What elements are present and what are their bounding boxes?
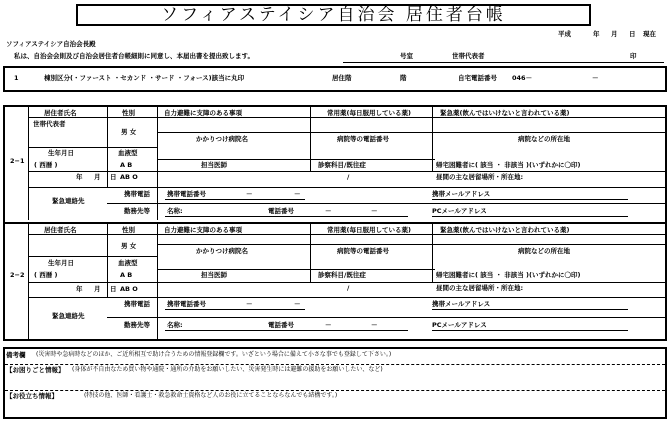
- remarks-text: (災害時や急病時などのほか、ご近所相互で助け合うための情報登録欄です。いざという場合に備えて小さな事でも登録して下さい。): [36, 351, 392, 358]
- regular-med-label: 常用薬(毎日服用している薬): [327, 109, 411, 117]
- hospital-phone-label: 病院等の電話番号: [337, 247, 389, 255]
- help-text: (身体が不自由なため買い物や通院・通所の介助をお願いしたい、災害発生時には避難の援助をお願いしたい、など): [72, 366, 383, 373]
- day-label: 日: [110, 285, 117, 293]
- year-label: 年: [76, 173, 83, 181]
- emergency-med-label: 緊急薬(飲んではいけないと言われている薬): [440, 226, 570, 234]
- addressee: ソフィアステイシア自治会長殿: [6, 40, 96, 48]
- work-label: 勤務先等: [124, 207, 150, 215]
- mobile-dash-2: －: [294, 300, 301, 308]
- pc-mail-label: PCメールアドレス: [432, 207, 487, 215]
- section-number: 2−1: [10, 157, 25, 165]
- gender-label: 性別: [122, 226, 135, 234]
- blood-abo: AB O: [120, 285, 138, 293]
- daytime-label: 昼間の主な居留場所・所在地:: [436, 173, 524, 181]
- date-day: 日: [629, 30, 636, 38]
- gender-values: 男 女: [121, 128, 137, 136]
- month-label: 月: [94, 173, 101, 181]
- mobile-mail-label: 携帯メールアドレス: [432, 300, 491, 308]
- work-phone-label: 電話番号: [268, 321, 294, 329]
- building-no: 1: [14, 74, 19, 82]
- room-label: 号室: [400, 52, 413, 60]
- blood-ab: A B: [120, 271, 133, 279]
- evac-label: 自力避難に支障のある事項: [164, 109, 242, 117]
- regular-med-label: 常用薬(毎日服用している薬): [327, 226, 411, 234]
- work-phone-label: 電話番号: [268, 207, 294, 215]
- return-label: 帰宅困難者に( 該当 ・ 非該当 )(いずれかに〇印): [436, 271, 581, 279]
- hospital-address-label: 病院などの所在地: [518, 247, 570, 255]
- seal-label: 印: [630, 52, 637, 60]
- era-label: ( 西暦 ): [34, 271, 58, 279]
- emergency-med-label: 緊急薬(飲んではいけないと言われている薬): [440, 109, 570, 117]
- date-month: 月: [611, 30, 618, 38]
- home-phone-dash: －: [592, 74, 599, 82]
- declaration: 私は、自治会会則及び自治会居住者台帳細則に同意し、本届出書を提出致します。: [14, 52, 254, 60]
- dept-slash: /: [347, 284, 350, 292]
- mobile-number-label: 携帯電話番号: [167, 190, 206, 198]
- work-dash-2: －: [371, 321, 378, 329]
- emergency-contact-label: 緊急連絡先: [52, 312, 85, 320]
- work-dash-1: －: [325, 207, 332, 215]
- date-year: 年: [593, 30, 600, 38]
- work-dash-2: －: [371, 207, 378, 215]
- section-number: 2−2: [10, 271, 25, 279]
- family-hospital-label: かかりつけ病院名: [196, 135, 248, 143]
- return-label: 帰宅困難者に( 該当 ・ 非該当 )(いずれかに〇印): [436, 161, 581, 169]
- home-phone-label: 自宅電話番号: [458, 74, 497, 82]
- floor-label: 居住階: [332, 74, 352, 82]
- dept-label: 診察科目/既往症: [318, 161, 366, 169]
- emergency-contact-label: 緊急連絡先: [52, 197, 85, 205]
- day-label: 日: [110, 173, 117, 181]
- useful-label: 【お役立ち情報】: [6, 392, 58, 400]
- blood-ab: A B: [120, 161, 133, 169]
- blood-label: 血液型: [118, 259, 138, 267]
- work-dash-1: －: [325, 321, 332, 329]
- date-era: 平成: [558, 30, 571, 38]
- gender-values: 男 女: [121, 242, 137, 250]
- hospital-address-label: 病院などの所在地: [518, 135, 570, 143]
- birth-label: 生年月日: [48, 259, 74, 267]
- evac-label: 自力避難に支障のある事項: [164, 226, 242, 234]
- help-label: 【お困りごと情報】: [6, 366, 65, 374]
- hospital-phone-label: 病院等の電話番号: [337, 135, 389, 143]
- mobile-mail-label: 携帯メールアドレス: [432, 190, 491, 198]
- doctor-label: 担当医師: [201, 271, 227, 279]
- page-title: ソフィアステイシア自治会 居住者台帳: [76, 4, 591, 26]
- name-label: 居住者氏名: [44, 226, 77, 234]
- blood-label: 血液型: [118, 149, 138, 157]
- era-label: ( 西暦 ): [34, 161, 58, 169]
- mobile-dash-1: －: [246, 300, 253, 308]
- name-label: 居住者氏名: [44, 109, 77, 117]
- householder-label: 世帯代表者: [452, 52, 485, 60]
- floor-unit: 階: [400, 74, 407, 82]
- work-name-label: 名称:: [167, 207, 183, 215]
- pc-mail-label: PCメールアドレス: [432, 321, 487, 329]
- doctor-label: 担当医師: [201, 161, 227, 169]
- remarks-label: 備考欄: [6, 351, 26, 359]
- year-label: 年: [76, 285, 83, 293]
- blood-abo: AB O: [120, 173, 138, 181]
- useful-text: (特技の他、医師・看護士・救急救命士資格など人のお役に立てることならなんでも結構です。): [84, 392, 338, 399]
- gender-label: 性別: [122, 109, 135, 117]
- dept-label: 診察科目/既往症: [318, 271, 366, 279]
- householder-mark: 世帯代表者: [33, 120, 66, 128]
- mobile-label: 携帯電話: [124, 300, 150, 308]
- mobile-label: 携帯電話: [124, 190, 150, 198]
- building-text: 棟別区分(・ファースト ・セカンド ・サード ・フォース)該当に丸印: [44, 74, 245, 82]
- mobile-dash-1: －: [246, 190, 253, 198]
- month-label: 月: [94, 285, 101, 293]
- home-phone-prefix: 046－: [512, 74, 533, 82]
- date-suffix: 現在: [643, 30, 656, 38]
- daytime-label: 昼間の主な居留場所・所在地:: [436, 284, 524, 292]
- birth-label: 生年月日: [48, 149, 74, 157]
- family-hospital-label: かかりつけ病院名: [196, 247, 248, 255]
- mobile-number-label: 携帯電話番号: [167, 300, 206, 308]
- dept-slash: /: [347, 173, 350, 181]
- work-name-label: 名称:: [167, 321, 183, 329]
- work-label: 勤務先等: [124, 321, 150, 329]
- mobile-dash-2: －: [294, 190, 301, 198]
